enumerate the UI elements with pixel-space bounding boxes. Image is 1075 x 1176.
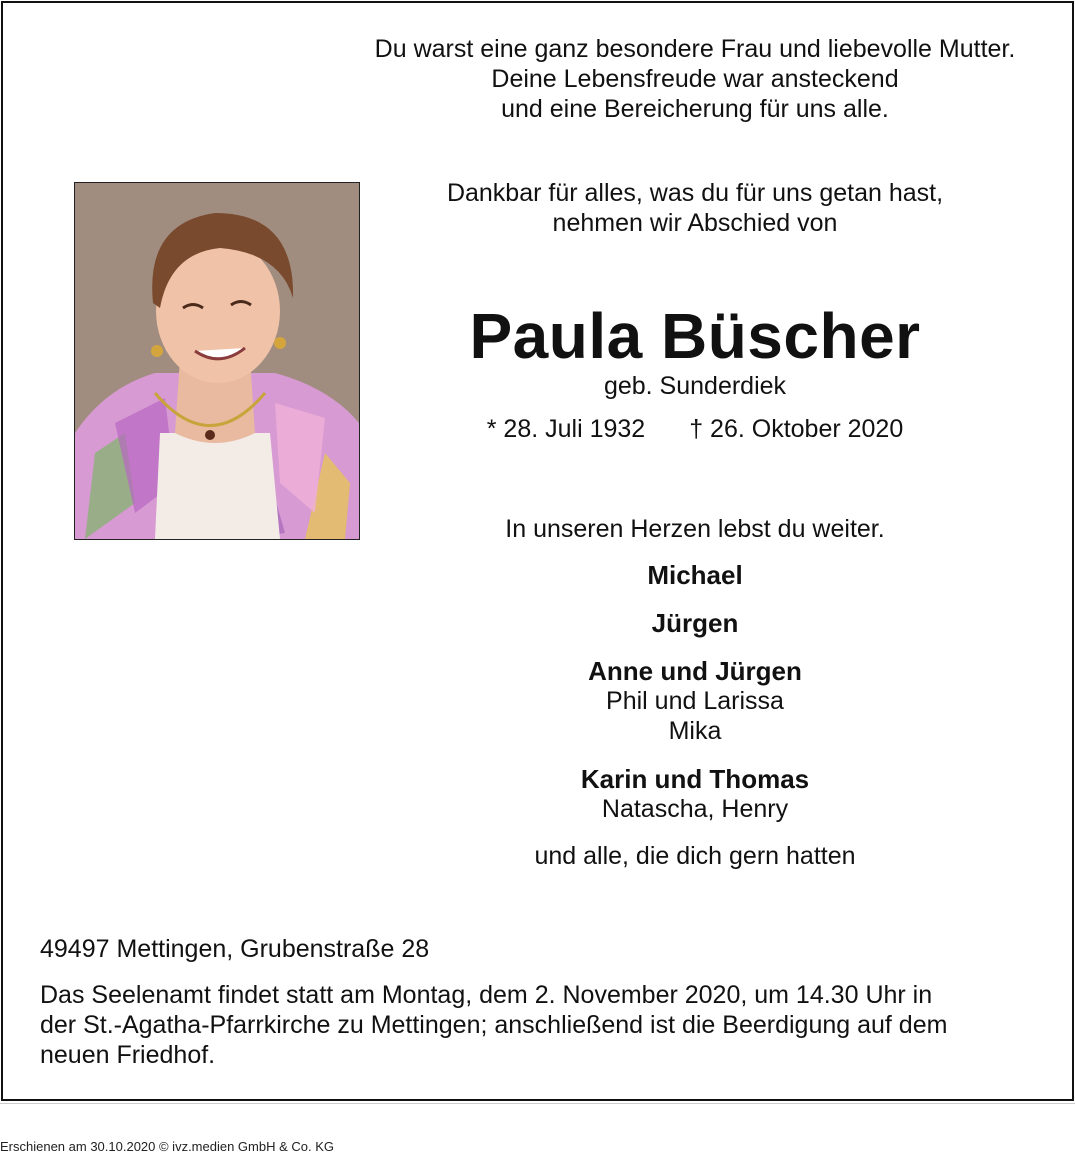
mourners-list [315, 560, 1075, 842]
mourner-name: Karin und Thomas [580, 764, 810, 794]
footer-divider [0, 1103, 1075, 1104]
service-line-1: Das Seelenamt findet statt am Montag, dem 2. November 2020, um 14.30 Uhr in [40, 981, 933, 1009]
service-line-3: neuen Friedhof. [40, 1041, 216, 1069]
verse-block [315, 34, 1075, 124]
closing-line: und alle, die dich gern hatten [534, 842, 856, 870]
thanks-line-1: Dankbar für alles, was du für uns getan hast, [446, 179, 944, 207]
publication-footer: Erschienen am 30.10.2020 © ivz.medien GmbH & Co. KG [0, 1139, 335, 1154]
mourner-sub: Mika [668, 717, 722, 745]
mourner-group [315, 608, 1075, 638]
service-line-2: der St.-Agatha-Pfarrkirche zu Mettingen; anschließend ist die Beerdigung auf dem [40, 1011, 948, 1039]
mourner-name: Michael [647, 560, 743, 590]
thanks-block [315, 178, 1075, 238]
birth-date: * 28. Juli 1932 [486, 415, 646, 443]
thanks-line-2: nehmen wir Abschied von [552, 209, 838, 237]
maiden-name: geb. Sunderdiek [603, 372, 787, 400]
mourner-name: Jürgen [651, 608, 739, 638]
verse-line-1: Du warst eine ganz besondere Frau und liebevolle Mutter. [374, 35, 1016, 63]
motto-line: In unseren Herzen lebst du weiter. [505, 515, 885, 543]
mourner-sub: Natascha, Henry [601, 795, 789, 823]
service-notice [40, 980, 1040, 1070]
address-line: 49497 Mettingen, Grubenstraße 28 [40, 935, 430, 963]
verse-line-2: Deine Lebensfreude war ansteckend [491, 65, 899, 93]
mourner-group [315, 656, 1075, 746]
verse-line-3: und eine Bereicherung für uns alle. [501, 95, 889, 123]
mourner-name: Anne und Jürgen [588, 656, 802, 686]
death-date: † 26. Oktober 2020 [689, 415, 904, 443]
mourner-group [315, 560, 1075, 590]
deceased-name: Paula Büscher [469, 300, 921, 372]
mourner-sub: Phil und Larissa [606, 687, 784, 715]
mourner-group [315, 764, 1075, 824]
life-dates [315, 414, 1075, 444]
